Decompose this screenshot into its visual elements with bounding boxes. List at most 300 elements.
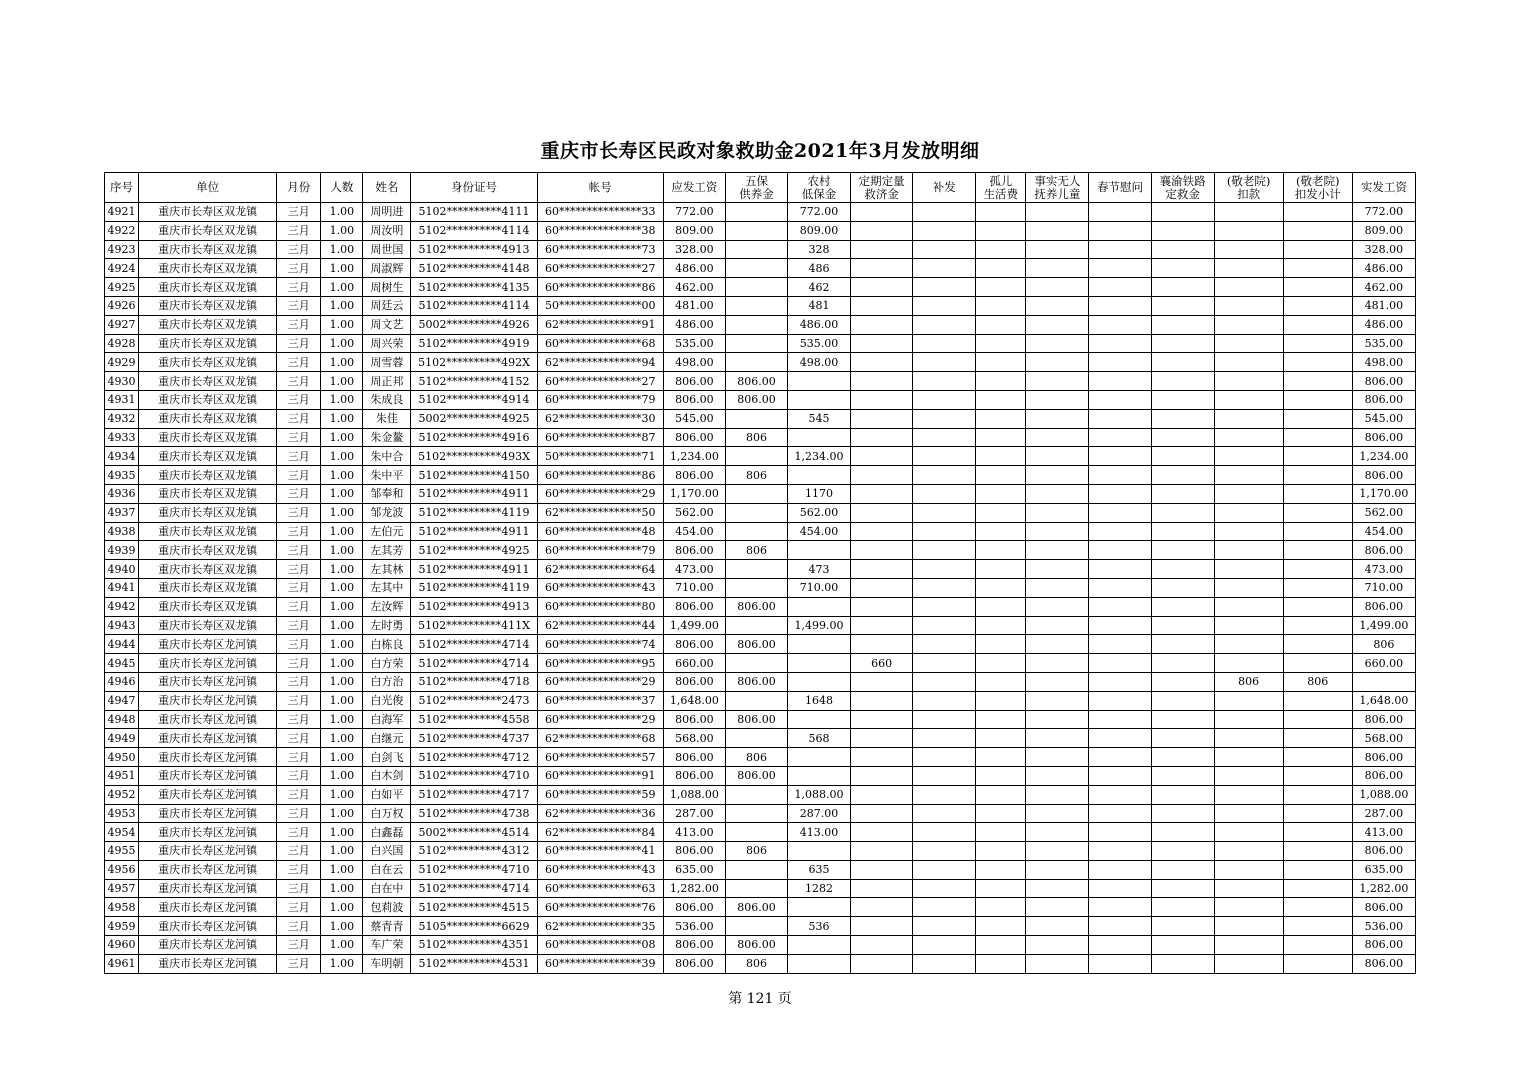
table-cell: [1151, 860, 1214, 879]
table-cell: [1214, 372, 1283, 391]
table-cell: 白兴国: [363, 842, 411, 861]
table-cell: 454.00: [788, 522, 851, 541]
table-cell: 806.00: [1352, 766, 1415, 785]
table-row: [105, 221, 1416, 240]
table-cell: [1214, 484, 1283, 503]
table-cell: 806.00: [725, 936, 787, 955]
table-cell: 806.00: [725, 710, 787, 729]
table-cell: 60***************74: [537, 635, 663, 654]
table-cell: 1,499.00: [1352, 616, 1415, 635]
table-cell: 536.00: [1352, 917, 1415, 936]
table-cell: [913, 240, 976, 259]
table-cell: [1151, 372, 1214, 391]
table-cell: 498.00: [1352, 353, 1415, 372]
table-cell: [913, 353, 976, 372]
table-cell: [851, 278, 913, 297]
table-cell: [725, 578, 787, 597]
table-cell: [851, 522, 913, 541]
table-cell: 4956: [105, 860, 139, 879]
table-cell: 1648: [788, 691, 851, 710]
table-cell: 60***************80: [537, 597, 663, 616]
table-cell: [1089, 691, 1151, 710]
table-cell: 413.00: [1352, 823, 1415, 842]
table-cell: [1151, 710, 1214, 729]
table-cell: [1214, 823, 1283, 842]
table-cell: [913, 635, 976, 654]
table-cell: [851, 691, 913, 710]
table-cell: [1089, 635, 1151, 654]
table-cell: [851, 823, 913, 842]
table-cell: 重庆市长寿区双龙镇: [139, 522, 277, 541]
table-cell: 三月: [277, 447, 321, 466]
table-cell: 1.00: [321, 729, 363, 748]
table-cell: 806: [1283, 672, 1352, 691]
table-cell: [1026, 654, 1089, 673]
table-cell: [913, 296, 976, 315]
table-cell: 1.00: [321, 635, 363, 654]
table-cell: 806.00: [663, 466, 725, 485]
table-cell: [1214, 278, 1283, 297]
table-cell: [1283, 221, 1352, 240]
table-cell: 4933: [105, 428, 139, 447]
table-cell: 1,170.00: [663, 484, 725, 503]
table-cell: [1026, 278, 1089, 297]
table-cell: [1214, 879, 1283, 898]
table-cell: 三月: [277, 203, 321, 222]
table-cell: [1151, 804, 1214, 823]
column-header: 农村 低保金: [788, 173, 851, 203]
table-cell: 806: [725, 428, 787, 447]
table-cell: [1283, 522, 1352, 541]
column-header: (敬老院) 扣发小计: [1283, 173, 1352, 203]
table-cell: 朱成良: [363, 390, 411, 409]
table-row: [105, 860, 1416, 879]
table-cell: [1283, 578, 1352, 597]
table-cell: [725, 785, 787, 804]
table-cell: 486.00: [1352, 259, 1415, 278]
table-cell: 486.00: [1352, 315, 1415, 334]
table-cell: 486.00: [788, 315, 851, 334]
table-cell: 60***************86: [537, 466, 663, 485]
table-cell: 三月: [277, 578, 321, 597]
table-cell: [851, 315, 913, 334]
table-cell: [976, 522, 1026, 541]
table-cell: 806.00: [663, 898, 725, 917]
table-cell: [976, 616, 1026, 635]
table-cell: [1151, 203, 1214, 222]
table-cell: [1283, 240, 1352, 259]
table-cell: 三月: [277, 635, 321, 654]
table-cell: 806.00: [1352, 842, 1415, 861]
table-cell: [913, 259, 976, 278]
table-cell: 包莉波: [363, 898, 411, 917]
table-row: [105, 484, 1416, 503]
table-cell: 5102**********4714: [411, 654, 537, 673]
table-cell: [788, 654, 851, 673]
table-cell: [913, 785, 976, 804]
table-cell: [1283, 898, 1352, 917]
table-cell: [1089, 522, 1151, 541]
table-cell: 4928: [105, 334, 139, 353]
table-cell: 62***************68: [537, 729, 663, 748]
table-cell: [851, 766, 913, 785]
table-cell: 5102**********493X: [411, 447, 537, 466]
table-cell: [851, 672, 913, 691]
table-cell: 1.00: [321, 296, 363, 315]
table-cell: [1026, 296, 1089, 315]
table-cell: [851, 842, 913, 861]
table-cell: [1151, 917, 1214, 936]
table-cell: [1026, 428, 1089, 447]
table-cell: 60***************29: [537, 710, 663, 729]
table-cell: 809.00: [663, 221, 725, 240]
table-cell: 5102**********4717: [411, 785, 537, 804]
table-cell: [976, 428, 1026, 447]
table-cell: 5102**********4718: [411, 672, 537, 691]
table-cell: [1214, 240, 1283, 259]
table-cell: 1.00: [321, 259, 363, 278]
column-header: (敬老院) 扣款: [1214, 173, 1283, 203]
table-cell: 635: [788, 860, 851, 879]
table-cell: 806.00: [663, 541, 725, 560]
table-cell: [913, 203, 976, 222]
table-cell: [976, 484, 1026, 503]
table-cell: [913, 917, 976, 936]
table-cell: [1214, 917, 1283, 936]
table-cell: 1.00: [321, 334, 363, 353]
table-cell: 重庆市长寿区双龙镇: [139, 390, 277, 409]
table-cell: [1089, 748, 1151, 767]
table-cell: [1026, 842, 1089, 861]
table-cell: 60***************57: [537, 748, 663, 767]
table-cell: [976, 785, 1026, 804]
table-cell: 1.00: [321, 936, 363, 955]
table-cell: [1214, 428, 1283, 447]
table-cell: [1283, 597, 1352, 616]
table-cell: [788, 936, 851, 955]
table-cell: [851, 203, 913, 222]
table-cell: [725, 522, 787, 541]
table-cell: 4961: [105, 954, 139, 973]
table-cell: 806: [725, 748, 787, 767]
table-cell: [976, 691, 1026, 710]
table-cell: [1089, 954, 1151, 973]
table-cell: [788, 372, 851, 391]
table-cell: [1214, 898, 1283, 917]
table-cell: 1.00: [321, 484, 363, 503]
table-cell: 左其中: [363, 578, 411, 597]
table-cell: 772.00: [788, 203, 851, 222]
table-cell: 重庆市长寿区双龙镇: [139, 466, 277, 485]
table-cell: 1.00: [321, 466, 363, 485]
column-header: 帐号: [537, 173, 663, 203]
table-cell: 60***************08: [537, 936, 663, 955]
table-cell: [851, 447, 913, 466]
table-cell: 1,234.00: [1352, 447, 1415, 466]
table-cell: 562.00: [788, 503, 851, 522]
column-header: 春节慰问: [1089, 173, 1151, 203]
table-cell: [1283, 635, 1352, 654]
relief-payment-table: [104, 172, 1416, 974]
table-cell: 1.00: [321, 278, 363, 297]
table-cell: [1151, 879, 1214, 898]
table-cell: 60***************79: [537, 390, 663, 409]
table-cell: [1151, 296, 1214, 315]
table-cell: 4934: [105, 447, 139, 466]
table-cell: [851, 898, 913, 917]
table-cell: 287.00: [663, 804, 725, 823]
table-cell: 413.00: [663, 823, 725, 842]
table-cell: 左其林: [363, 560, 411, 579]
table-cell: [851, 578, 913, 597]
table-cell: 重庆市长寿区双龙镇: [139, 578, 277, 597]
table-cell: 三月: [277, 315, 321, 334]
table-cell: 413.00: [788, 823, 851, 842]
table-cell: 重庆市长寿区双龙镇: [139, 372, 277, 391]
table-cell: 473.00: [663, 560, 725, 579]
table-cell: 三月: [277, 748, 321, 767]
column-header: 实发工资: [1352, 173, 1415, 203]
table-cell: [1026, 804, 1089, 823]
table-cell: 重庆市长寿区龙河镇: [139, 654, 277, 673]
table-cell: 三月: [277, 372, 321, 391]
table-cell: [1283, 654, 1352, 673]
table-row: [105, 954, 1416, 973]
table-cell: [851, 785, 913, 804]
table-cell: 481: [788, 296, 851, 315]
table-cell: 4927: [105, 315, 139, 334]
table-cell: [851, 428, 913, 447]
table-cell: 473: [788, 560, 851, 579]
table-row: [105, 240, 1416, 259]
table-cell: [1151, 466, 1214, 485]
table-cell: [1283, 409, 1352, 428]
table-cell: 806.00: [725, 898, 787, 917]
table-cell: [725, 221, 787, 240]
table-cell: 三月: [277, 954, 321, 973]
table-cell: 806.00: [1352, 541, 1415, 560]
table-cell: [1283, 842, 1352, 861]
table-cell: 1,499.00: [663, 616, 725, 635]
table-cell: [1026, 315, 1089, 334]
table-cell: [1089, 560, 1151, 579]
table-row: [105, 917, 1416, 936]
table-cell: 454.00: [663, 522, 725, 541]
table-cell: 4942: [105, 597, 139, 616]
table-cell: [913, 372, 976, 391]
table-cell: 重庆市长寿区双龙镇: [139, 560, 277, 579]
table-cell: 806.00: [663, 428, 725, 447]
table-cell: [1214, 635, 1283, 654]
table-cell: 62***************84: [537, 823, 663, 842]
table-cell: 三月: [277, 409, 321, 428]
table-cell: [1089, 315, 1151, 334]
table-cell: [1214, 409, 1283, 428]
table-cell: 806.00: [663, 710, 725, 729]
table-row: [105, 390, 1416, 409]
table-cell: [976, 240, 1026, 259]
table-cell: 白木剑: [363, 766, 411, 785]
table-cell: 562.00: [663, 503, 725, 522]
table-cell: 1.00: [321, 522, 363, 541]
table-cell: [1026, 522, 1089, 541]
table-cell: 邹奉和: [363, 484, 411, 503]
table-cell: 5102**********4925: [411, 541, 537, 560]
table-cell: 4925: [105, 278, 139, 297]
table-row: [105, 804, 1416, 823]
table-cell: 4953: [105, 804, 139, 823]
table-cell: 60***************95: [537, 654, 663, 673]
table-cell: 重庆市长寿区龙河镇: [139, 936, 277, 955]
table-cell: 周淑辉: [363, 259, 411, 278]
table-cell: 朱佳: [363, 409, 411, 428]
table-cell: [1283, 729, 1352, 748]
table-cell: [851, 560, 913, 579]
table-cell: [1026, 484, 1089, 503]
table-cell: [725, 240, 787, 259]
table-cell: [1151, 353, 1214, 372]
table-cell: [725, 409, 787, 428]
table-cell: [976, 898, 1026, 917]
table-cell: [1089, 409, 1151, 428]
table-cell: 535.00: [788, 334, 851, 353]
table-cell: [788, 597, 851, 616]
column-header: 应发工资: [663, 173, 725, 203]
table-row: [105, 879, 1416, 898]
table-cell: [913, 766, 976, 785]
table-cell: [976, 259, 1026, 278]
table-cell: [1151, 390, 1214, 409]
table-row: [105, 748, 1416, 767]
column-header: 事实无人 抚养儿童: [1026, 173, 1089, 203]
table-cell: 4946: [105, 672, 139, 691]
table-cell: 重庆市长寿区龙河镇: [139, 748, 277, 767]
table-cell: [1089, 785, 1151, 804]
table-cell: [851, 860, 913, 879]
table-cell: [1089, 447, 1151, 466]
table-cell: 重庆市长寿区龙河镇: [139, 766, 277, 785]
page-title: 重庆市长寿区民政对象救助金2021年3月发放明细: [540, 140, 980, 162]
table-cell: 806.00: [1352, 372, 1415, 391]
table-cell: 535.00: [663, 334, 725, 353]
table-cell: [1026, 785, 1089, 804]
table-cell: 772.00: [663, 203, 725, 222]
table-cell: [1214, 203, 1283, 222]
table-cell: 60***************39: [537, 954, 663, 973]
table-cell: 5102**********4135: [411, 278, 537, 297]
table-cell: [976, 710, 1026, 729]
table-cell: [913, 315, 976, 334]
table-cell: 1.00: [321, 785, 363, 804]
table-cell: 重庆市长寿区龙河镇: [139, 842, 277, 861]
table-cell: [725, 484, 787, 503]
table-cell: [1089, 203, 1151, 222]
table-cell: 三月: [277, 560, 321, 579]
table-cell: 1.00: [321, 578, 363, 597]
table-cell: [725, 203, 787, 222]
table-cell: [976, 936, 1026, 955]
table-cell: [1089, 466, 1151, 485]
table-cell: 重庆市长寿区双龙镇: [139, 259, 277, 278]
table-cell: 1.00: [321, 503, 363, 522]
table-cell: 1.00: [321, 597, 363, 616]
table-cell: 60***************43: [537, 860, 663, 879]
table-cell: [1151, 616, 1214, 635]
table-cell: 5102**********4911: [411, 484, 537, 503]
table-cell: 重庆市长寿区龙河镇: [139, 823, 277, 842]
table-cell: 三月: [277, 691, 321, 710]
table-cell: 4958: [105, 898, 139, 917]
table-cell: [851, 372, 913, 391]
table-cell: 806.00: [725, 635, 787, 654]
table-cell: 5105**********6629: [411, 917, 537, 936]
table-cell: [1089, 936, 1151, 955]
table-cell: [1026, 860, 1089, 879]
table-row: [105, 710, 1416, 729]
table-cell: 1282: [788, 879, 851, 898]
table-cell: [1026, 766, 1089, 785]
table-row: [105, 842, 1416, 861]
table-cell: 60***************33: [537, 203, 663, 222]
table-cell: [725, 823, 787, 842]
table-cell: 三月: [277, 296, 321, 315]
table-cell: 806: [725, 541, 787, 560]
table-cell: 三月: [277, 484, 321, 503]
table-cell: [1026, 635, 1089, 654]
table-cell: 重庆市长寿区龙河镇: [139, 860, 277, 879]
table-cell: 1.00: [321, 390, 363, 409]
table-cell: [1026, 672, 1089, 691]
table-cell: 1.00: [321, 541, 363, 560]
table-cell: 白栋良: [363, 635, 411, 654]
table-cell: 4930: [105, 372, 139, 391]
table-cell: 朱中合: [363, 447, 411, 466]
table-row: [105, 315, 1416, 334]
table-cell: [913, 221, 976, 240]
table-cell: 蔡青青: [363, 917, 411, 936]
table-cell: 5102**********4714: [411, 635, 537, 654]
table-cell: [913, 616, 976, 635]
table-cell: [725, 917, 787, 936]
table-cell: [1214, 936, 1283, 955]
table-cell: [1089, 259, 1151, 278]
table-cell: [1283, 710, 1352, 729]
table-cell: 660.00: [663, 654, 725, 673]
table-cell: 重庆市长寿区双龙镇: [139, 484, 277, 503]
table-cell: 806.00: [1352, 597, 1415, 616]
table-cell: [976, 278, 1026, 297]
column-header: 襄渝铁路 定救金: [1151, 173, 1214, 203]
table-cell: 806: [1352, 635, 1415, 654]
table-cell: 三月: [277, 597, 321, 616]
table-cell: [1151, 503, 1214, 522]
table-cell: 三月: [277, 240, 321, 259]
table-cell: [1026, 936, 1089, 955]
table-cell: [1151, 785, 1214, 804]
table-cell: 三月: [277, 823, 321, 842]
table-cell: 三月: [277, 860, 321, 879]
table-cell: 4950: [105, 748, 139, 767]
table-cell: 5102**********411X: [411, 616, 537, 635]
table-cell: 5102**********4919: [411, 334, 537, 353]
table-cell: 1.00: [321, 409, 363, 428]
table-cell: [1151, 447, 1214, 466]
column-header: 补发: [913, 173, 976, 203]
table-cell: [1151, 842, 1214, 861]
table-cell: [913, 560, 976, 579]
header-row: [105, 173, 1416, 203]
table-cell: [1026, 823, 1089, 842]
